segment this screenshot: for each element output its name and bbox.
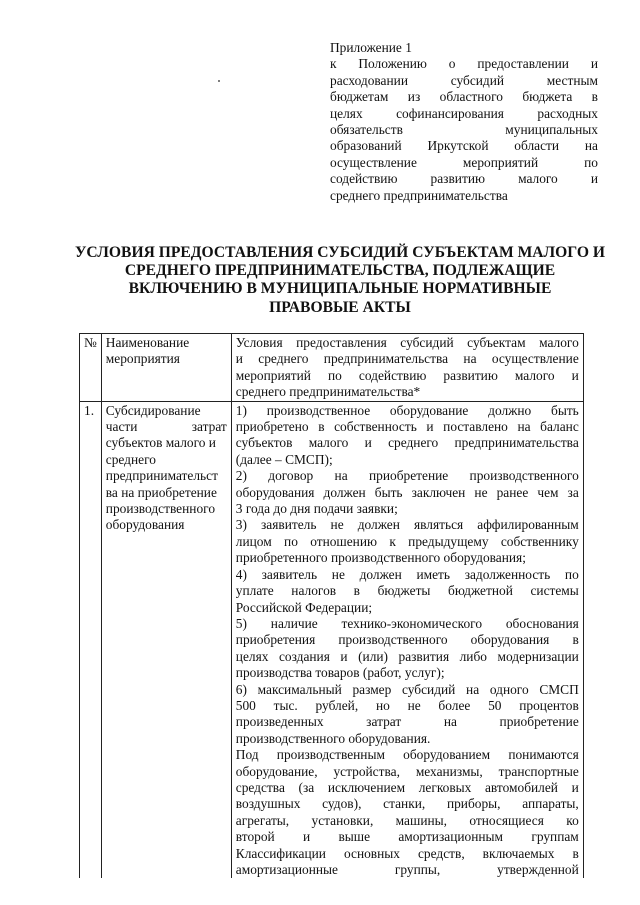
row-conditions-line: (далее – СМСП); (235, 451, 333, 467)
page-bottom-edge (0, 885, 640, 905)
row-conditions-line: произведенных затрат на приобретение (235, 714, 579, 730)
document-title (60, 244, 620, 317)
row-name-line: среднего (105, 451, 156, 467)
row-conditions-line: уплате налогов в бюджеты бюджетной системы (235, 583, 579, 599)
row-num: 1. (80, 401, 102, 878)
annex-line: обязательств муниципальных (330, 122, 598, 138)
annex-line: содействию развитию малого и (330, 171, 598, 187)
row-conditions-line: Под производственным оборудованием понимаются (235, 747, 579, 763)
row-conditions-line: целях создания и (или) развития либо модернизации (235, 648, 579, 664)
header-name (101, 334, 231, 402)
annex-line: бюджетам из областного бюджета в (330, 89, 598, 105)
row-conditions-line: 6) максимальный размер субсидий на одного СМСП (235, 681, 579, 697)
row-name-line: Субсидирование (105, 402, 201, 418)
row-conditions-line: агрегаты, установки, машины, относящиеся ко (235, 812, 579, 828)
row-name-line: производственного (105, 501, 216, 517)
header-conditions (231, 334, 583, 402)
row-conditions-line: субъектов малого и среднего предпринимательства (235, 435, 579, 451)
annex-line: образований Иркутской области на (330, 138, 598, 154)
title-line: СРЕДНЕГО ПРЕДПРИНИМАТЕЛЬСТВА, ПОДЛЕЖАЩИЕ (124, 262, 556, 280)
row-conditions-line: 3 года до дня подачи заявки; (235, 501, 398, 517)
row-name-line: оборудования (105, 517, 185, 533)
row-conditions-line: производственного оборудования. (235, 730, 431, 746)
row-conditions-line: производства товаров (работ, услуг); (235, 665, 445, 681)
annex-line: осуществление мероприятий по (330, 154, 598, 170)
row-conditions-line: 4) заявитель не должен иметь задолженность по (235, 566, 579, 582)
header-conditions-line: и среднего предпринимательства на осуществление (235, 351, 579, 367)
row-conditions-line: приобретения производственного оборудования в (235, 632, 579, 648)
header-conditions-line: среднего предпринимательства* (235, 384, 421, 400)
row-conditions-line: второй и выше амортизационным группам (235, 829, 579, 845)
row-name (101, 401, 231, 878)
row-conditions-line: воздушных судов), станки, приборы, аппараты, (235, 796, 579, 812)
header-name-line: Наименование (105, 335, 190, 350)
header-conditions-line: Условия предоставления субсидий субъектам малого (235, 335, 579, 350)
row-name-line: предпринимательст (105, 468, 218, 484)
table-header-row (80, 334, 584, 402)
annex-line: Приложение 1 (330, 40, 412, 55)
table-row (80, 401, 584, 878)
annex-line: к Положению о предоставлении и (330, 56, 598, 72)
annex-line: расходовании субсидий местным (330, 72, 598, 88)
title-line: ПРАВОВЫЕ АКТЫ (269, 298, 411, 316)
row-conditions-line: 5) наличие технико-экономического обоснования (235, 615, 579, 631)
title-line: УСЛОВИЯ ПРЕДОСТАВЛЕНИЯ СУБСИДИЙ СУБЪЕКТАМ МАЛОГО И (74, 244, 605, 261)
row-conditions (231, 401, 583, 878)
row-conditions-line: Российской Федерации; (235, 599, 373, 615)
header-num: № (80, 334, 102, 402)
row-conditions-line: 3) заявитель не должен являться аффилированным (235, 517, 579, 533)
conditions-table (79, 333, 584, 878)
row-conditions-line: приобретено в собственность и поставлено на баланс (235, 419, 579, 435)
row-conditions-line: Классификации основных средств, включаемых в (235, 845, 579, 861)
row-conditions-line: 500 тыс. рублей, но не более 50 процентов (235, 697, 579, 713)
annex-line: целях софинансирования расходных (330, 105, 598, 121)
row-name-line: субъектов малого и (105, 435, 216, 451)
header-conditions-line: мероприятий по содействию развитию малого и (235, 367, 579, 383)
row-name-line: ва на приобретение (105, 484, 217, 500)
row-name-line: части затрат (105, 419, 227, 435)
row-conditions-line: оборудование, устройства, механизмы, транспортные (235, 763, 579, 779)
row-conditions-line: 1) производственное оборудование должно быть (235, 402, 579, 418)
title-line: ВКЛЮЧЕНИЮ В МУНИЦИПАЛЬНЫЕ НОРМАТИВНЫЕ (128, 280, 552, 298)
header-name-line: мероприятия (105, 351, 180, 367)
row-conditions-line: оборудования должен быть заключен не ранее чем за (235, 484, 579, 500)
row-conditions-line: амортизационные группы, утвержденной (235, 862, 579, 877)
row-conditions-line: приобретенного производственного оборудования; (235, 550, 526, 566)
annex-line: среднего предпринимательства (330, 187, 508, 203)
scan-speck (218, 80, 220, 82)
row-conditions-line: 2) договор на приобретение производственного (235, 468, 579, 484)
row-conditions-line: лицом по отношению к предыдущему собственнику (235, 533, 579, 549)
annex-caption (330, 40, 598, 204)
row-conditions-line: средства (за исключением легковых автомобилей и (235, 779, 579, 795)
